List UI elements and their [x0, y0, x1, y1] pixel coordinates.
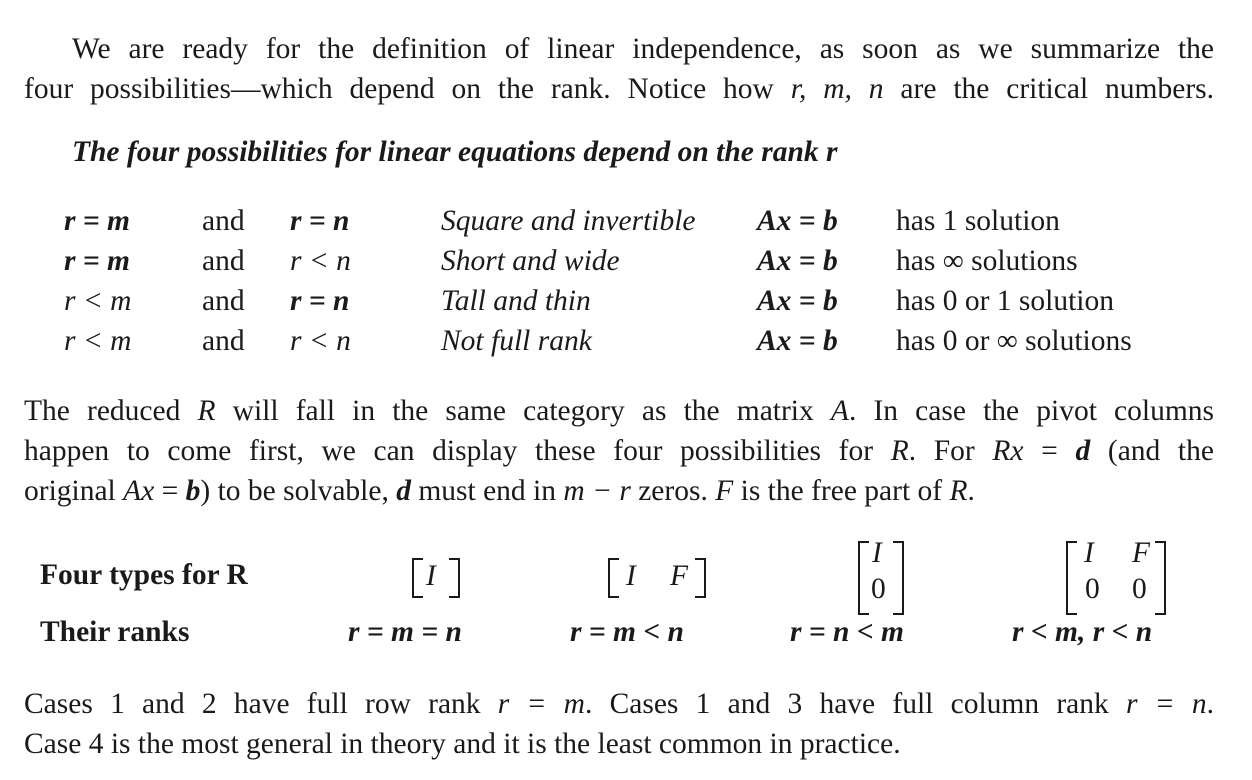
math-b: b: [185, 475, 201, 507]
condition-r-vs-m: r < m: [64, 325, 132, 357]
and-word: and: [202, 325, 245, 357]
and-word: and: [202, 205, 245, 237]
solution-count: has 0 or ∞ solutions: [896, 325, 1132, 357]
math-m-minus-r: m − r: [563, 475, 631, 507]
math-Rx: Rx: [992, 435, 1024, 467]
intro-paragraph: [24, 29, 1214, 109]
matrix-entry: I: [626, 560, 636, 592]
right-bracket: [1155, 541, 1166, 615]
matrix-entry: 0: [871, 573, 886, 605]
text: . In case the pivot columns: [848, 395, 1214, 427]
matrix-I: [412, 558, 460, 598]
condition-r-vs-n: r = n: [290, 205, 350, 237]
label-their-ranks: Their ranks: [40, 616, 190, 648]
matrix-shape: Tall and thin: [441, 285, 591, 317]
text: .: [1206, 688, 1214, 720]
equation: Ax = b: [757, 245, 838, 277]
matrix-entry: F: [670, 560, 689, 592]
math-d: d: [396, 475, 411, 507]
condition-r-vs-n: r = n: [290, 285, 350, 317]
equation: Ax = b: [757, 285, 838, 317]
reduced-line-2: [24, 431, 1214, 471]
text: is the free part of: [733, 475, 950, 507]
left-bracket: [608, 558, 619, 598]
rank-case-2: r = m < n: [570, 616, 684, 648]
solution-count: has 0 or 1 solution: [896, 285, 1114, 317]
right-bracket: [449, 558, 460, 598]
text: must end in: [410, 475, 564, 507]
matrix-I-over-0: [858, 537, 904, 615]
math-r-eq-m: r = m: [497, 688, 585, 720]
text: will fall in the same category as the matrix: [215, 395, 831, 427]
matrix-shape: Square and invertible: [441, 205, 696, 237]
math-r-eq-n: r = n: [1125, 688, 1207, 720]
rank-case-1: r = m = n: [348, 616, 462, 648]
and-word: and: [202, 285, 245, 317]
matrix-entry: 0: [1132, 573, 1147, 605]
conclusion-line-2: Case 4 is the most general in theory and it is the least common in practice.: [24, 728, 901, 760]
left-bracket: [1066, 541, 1077, 615]
text: happen to come first, we can display these four possibilities for: [24, 435, 891, 467]
text: . Cases 1 and 3 have full column rank: [584, 688, 1126, 720]
text: Cases 1 and 2 have full row rank: [24, 688, 498, 720]
solution-count: has 1 solution: [896, 205, 1060, 237]
matrix-shape: Short and wide: [441, 245, 620, 277]
math-F: F: [715, 475, 734, 507]
matrix-entry: I: [426, 560, 436, 592]
text: . For: [908, 435, 993, 467]
condition-r-vs-n: r < n: [290, 245, 351, 277]
math-R: R: [890, 435, 909, 467]
condition-r-vs-m: r = m: [64, 205, 130, 237]
condition-r-vs-m: r = m: [64, 245, 130, 277]
math-Ax: Ax: [123, 475, 155, 507]
rank-case-4: r < m, r < n: [1012, 616, 1153, 648]
condition-r-vs-n: r < n: [290, 325, 351, 357]
math-eq: =: [154, 475, 186, 507]
solution-count: has ∞ solutions: [896, 245, 1078, 277]
math-d: d: [1075, 435, 1091, 467]
text: zeros.: [630, 475, 716, 507]
text: ) to be solvable,: [200, 475, 397, 507]
matrix-shape: Not full rank: [441, 325, 592, 357]
condition-r-vs-m: r < m: [64, 285, 132, 317]
text: (and the: [1090, 435, 1214, 467]
equation: Ax = b: [757, 205, 838, 237]
equation: Ax = b: [757, 325, 838, 357]
and-word: and: [202, 245, 245, 277]
conclusion-paragraph: [24, 684, 1214, 764]
matrix-entry: F: [1132, 537, 1151, 569]
math-A: A: [830, 395, 849, 427]
intro-vars: r, m, n: [790, 73, 884, 105]
intro-text-end: are the critical numbers.: [883, 73, 1214, 105]
matrix-entry: 0: [1085, 573, 1100, 605]
intro-line-2: [24, 69, 1214, 109]
right-bracket: [893, 541, 904, 615]
matrix-I-F-0-0: [1066, 537, 1166, 615]
label-four-types: Four types for R: [40, 559, 248, 591]
right-bracket: [695, 558, 706, 598]
left-bracket: [858, 541, 869, 615]
conclusion-line-1: [24, 684, 1214, 724]
matrix-entry: I: [1084, 537, 1094, 569]
math-eq: =: [1023, 435, 1076, 467]
reduced-paragraph: [24, 391, 1214, 511]
matrix-entry: I: [872, 537, 882, 569]
intro-text: four possibilities—which depend on the rank. Notice how: [24, 73, 791, 105]
text: .: [967, 475, 975, 507]
intro-line-1: We are ready for the definition of linear independence, as soon as we summarize the: [72, 33, 1214, 65]
reduced-line-3: [24, 471, 1214, 511]
text: original: [24, 475, 124, 507]
left-bracket: [412, 558, 423, 598]
reduced-line-1: [24, 391, 1214, 431]
math-R: R: [197, 395, 216, 427]
matrix-I-F: [608, 558, 706, 598]
math-R: R: [949, 475, 968, 507]
text: The reduced: [24, 395, 198, 427]
box-title: The four possibilities for linear equations depend on the rank r: [72, 136, 838, 168]
rank-case-3: r = n < m: [790, 616, 904, 648]
